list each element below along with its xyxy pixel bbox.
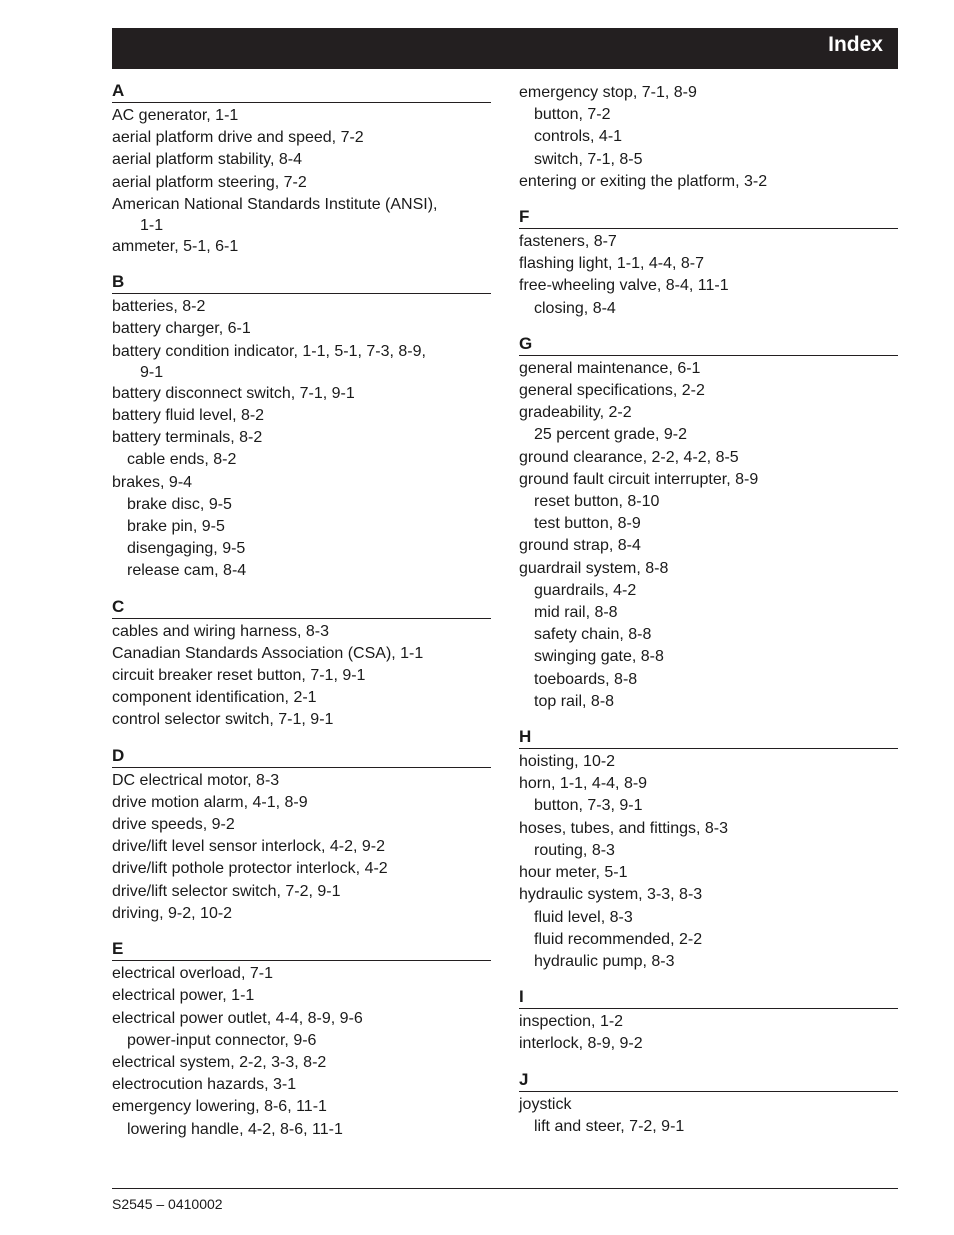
index-entry: interlock, 8-9, 9-2 (519, 1035, 643, 1053)
index-section-i (519, 986, 898, 1055)
document-number: S2545 – 0410002 (112, 1196, 223, 1212)
index-entry: battery terminals, 8-2 (112, 429, 263, 447)
index-entry: electrical overload, 7-1 (112, 965, 273, 983)
index-entry: guardrail system, 8-8 (519, 559, 669, 577)
index-entry: electrical system, 2-2, 3-3, 8-2 (112, 1053, 327, 1071)
index-entry: drive speeds, 9-2 (112, 816, 235, 834)
footer-divider (112, 1188, 898, 1189)
index-entry: hydraulic system, 3-3, 8-3 (519, 886, 703, 904)
index-section-c (112, 596, 491, 732)
index-entry: electrocution hazards, 3-1 (112, 1076, 297, 1094)
index-entry: general specifications, 2-2 (519, 382, 705, 400)
section-letter: F (519, 206, 898, 229)
index-section-e-continued (519, 82, 898, 193)
index-entry: ground strap, 8-4 (519, 537, 641, 555)
index-column-left (112, 80, 491, 1154)
index-entry: electrical power, 1-1 (112, 987, 255, 1005)
index-entry: emergency stop, 7-1, 8-9 (519, 84, 697, 101)
section-letter: J (519, 1069, 898, 1092)
section-letter: H (519, 726, 898, 749)
index-subentry: lowering handle, 4-2, 8-6, 11-1 (127, 1120, 343, 1138)
index-section-b (112, 271, 491, 582)
index-subentry: top rail, 8-8 (534, 692, 615, 710)
index-entry: free-wheeling valve, 8-4, 11-1 (519, 277, 729, 295)
index-entry: American National Standards Institute (ANSI), (112, 195, 438, 213)
index-section-f (519, 206, 898, 320)
index-entry: entering or exiting the platform, 3-2 (519, 172, 768, 190)
index-entry: inspection, 1-2 (519, 1013, 624, 1031)
index-section-j (519, 1069, 898, 1138)
index-subentry: lift and steer, 7-2, 9-1 (534, 1117, 685, 1135)
section-letter: B (112, 271, 491, 294)
index-subentry: button, 7-3, 9-1 (534, 797, 643, 815)
index-entry: circuit breaker reset button, 7-1, 9-1 (112, 667, 366, 685)
page-header-bar (112, 28, 898, 69)
index-subentry: closing, 8-4 (534, 299, 616, 317)
index-entry: aerial platform stability, 8-4 (112, 151, 302, 169)
index-section-g (519, 333, 898, 713)
index-subentry: switch, 7-1, 8-5 (534, 150, 643, 168)
section-letter: I (519, 986, 898, 1009)
index-entry: gradeability, 2-2 (519, 404, 632, 422)
index-subentry: routing, 8-3 (534, 841, 615, 859)
index-subentry: reset button, 8-10 (534, 493, 660, 511)
index-subentry: brake pin, 9-5 (127, 518, 225, 536)
index-subentry: hydraulic pump, 8-3 (534, 952, 675, 970)
section-letter: G (519, 333, 898, 356)
index-section-a (112, 80, 491, 258)
index-entry: hoisting, 10-2 (519, 753, 616, 771)
section-letter: D (112, 745, 491, 768)
index-entry: cables and wiring harness, 8-3 (112, 622, 330, 640)
index-entry: hour meter, 5-1 (519, 864, 628, 882)
index-entry: drive/lift level sensor interlock, 4-2, 9-2 (112, 838, 385, 856)
index-subentry: fluid recommended, 2-2 (534, 930, 703, 948)
index-entry: hoses, tubes, and fittings, 8-3 (519, 819, 729, 837)
index-subentry: mid rail, 8-8 (534, 604, 618, 622)
index-entry: aerial platform steering, 7-2 (112, 173, 307, 191)
section-letter: E (112, 938, 491, 961)
index-entry: battery charger, 6-1 (112, 320, 251, 338)
index-entry: brakes, 9-4 (112, 473, 193, 491)
index-column-right (519, 82, 898, 1151)
index-entry: flashing light, 1-1, 4-4, 8-7 (519, 255, 704, 273)
index-entry: battery fluid level, 8-2 (112, 407, 265, 425)
index-entry: ground clearance, 2-2, 4-2, 8-5 (519, 448, 739, 466)
index-subentry: fluid level, 8-3 (534, 908, 633, 926)
index-subentry: button, 7-2 (534, 106, 611, 124)
index-subentry: test button, 8-9 (534, 515, 641, 533)
index-subentry: guardrails, 4-2 (534, 581, 637, 599)
index-entry: drive motion alarm, 4-1, 8-9 (112, 793, 308, 811)
section-letter: A (112, 80, 491, 103)
index-entry-continuation: 1-1 (140, 217, 164, 235)
index-subentry: toeboards, 8-8 (534, 670, 638, 688)
index-subentry: swinging gate, 8-8 (534, 648, 664, 666)
index-entry: electrical power outlet, 4-4, 8-9, 9-6 (112, 1009, 363, 1027)
index-entry: aerial platform drive and speed, 7-2 (112, 129, 364, 147)
index-subentry: disengaging, 9-5 (127, 540, 246, 558)
index-subentry: brake disc, 9-5 (127, 495, 232, 513)
index-entry: driving, 9-2, 10-2 (112, 904, 233, 922)
index-subentry: controls, 4-1 (534, 128, 623, 146)
index-entry: ammeter, 5-1, 6-1 (112, 238, 239, 256)
index-entry: batteries, 8-2 (112, 298, 206, 316)
index-subentry: 25 percent grade, 9-2 (534, 426, 687, 444)
index-entry: horn, 1-1, 4-4, 8-9 (519, 775, 648, 793)
index-entry: AC generator, 1-1 (112, 107, 239, 124)
index-section-h (519, 726, 898, 973)
index-section-e (112, 938, 491, 1141)
section-letter: C (112, 596, 491, 619)
index-subentry: release cam, 8-4 (127, 562, 247, 580)
page-title: Index (828, 33, 883, 56)
index-entry: drive/lift selector switch, 7-2, 9-1 (112, 882, 341, 900)
index-entry: emergency lowering, 8-6, 11-1 (112, 1098, 327, 1116)
index-section-d (112, 745, 491, 925)
index-subentry: power-input connector, 9-6 (127, 1031, 317, 1049)
index-entry: control selector switch, 7-1, 9-1 (112, 711, 334, 729)
index-entry: joystick (519, 1095, 572, 1113)
index-entry: DC electrical motor, 8-3 (112, 771, 280, 789)
index-entry-continuation: 9-1 (140, 363, 164, 381)
index-entry: battery disconnect switch, 7-1, 9-1 (112, 384, 355, 402)
index-subentry: cable ends, 8-2 (127, 451, 237, 469)
index-subentry: safety chain, 8-8 (534, 626, 652, 644)
index-entry: Canadian Standards Association (CSA), 1-1 (112, 644, 424, 662)
index-entry: drive/lift pothole protector interlock, 4-2 (112, 860, 388, 878)
index-entry: ground fault circuit interrupter, 8-9 (519, 470, 759, 488)
index-entry: component identification, 2-1 (112, 689, 317, 707)
index-entry: battery condition indicator, 1-1, 5-1, 7-3, 8-9, (112, 342, 426, 360)
index-entry: fasteners, 8-7 (519, 233, 617, 251)
index-entry: general maintenance, 6-1 (519, 359, 701, 377)
